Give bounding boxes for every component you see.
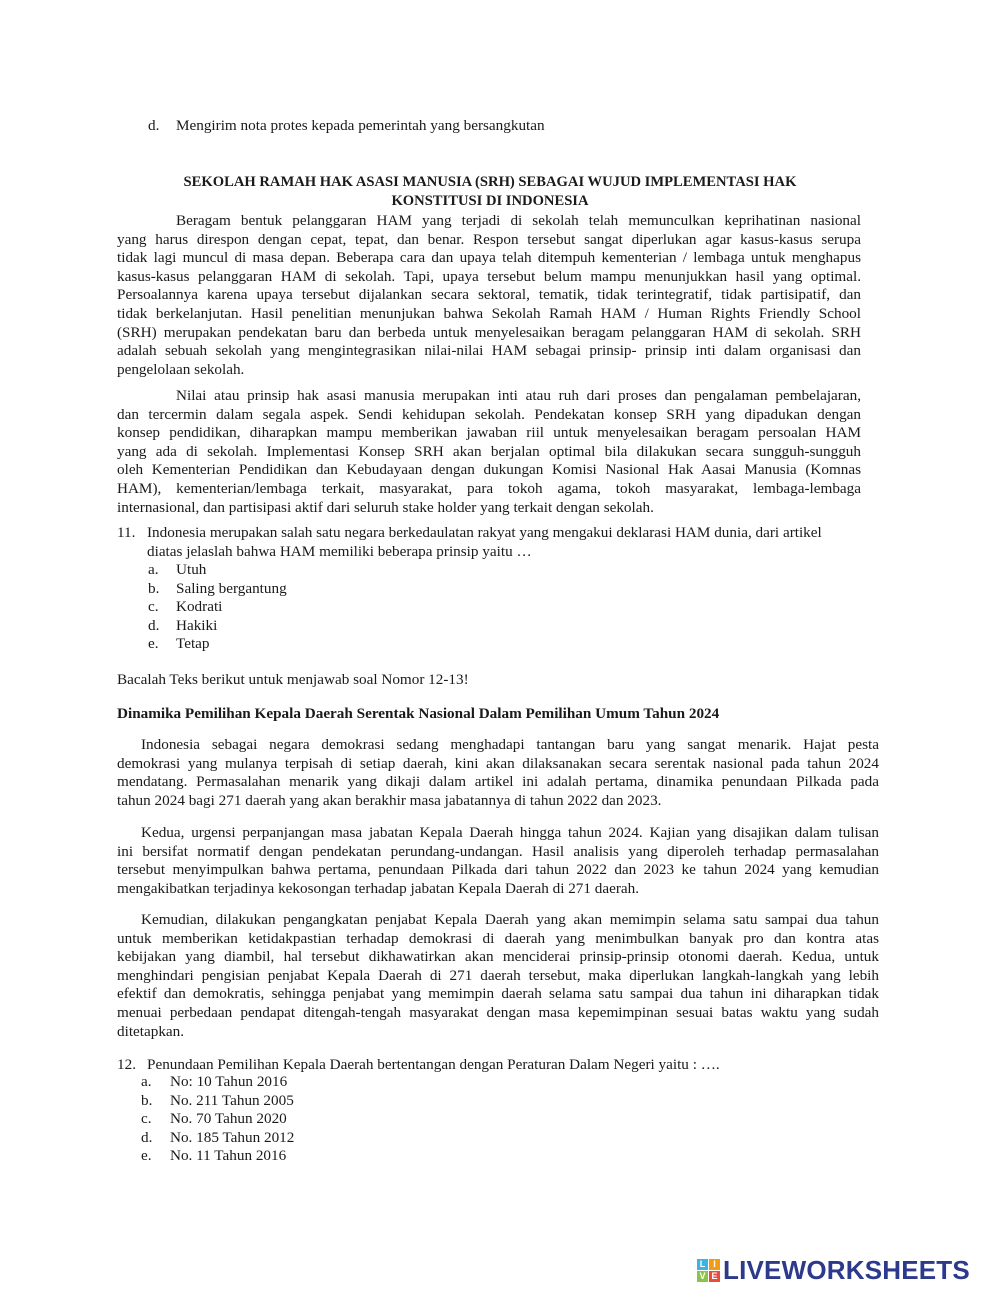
option-label: d. — [148, 617, 160, 634]
paragraph-line: mendatang. Permasalahan menarik yang dikaji dalam artikel ini adalah pertama, dinamika penundaan Pilkada pada — [117, 773, 879, 791]
option-label: e. — [148, 635, 159, 652]
logo-mark-letter: L — [697, 1259, 708, 1270]
option-text: Kodrati — [176, 598, 223, 615]
option-text: Mengirim nota protes kepada pemerintah yang bersangkutan — [176, 117, 545, 134]
logo-mark-letter: V — [697, 1271, 708, 1282]
paragraph-line: ini bersifat normatif dengan pendekatan perundang-undangan. Hasil analisis yang diperoleh terhadap permasalahan — [117, 842, 879, 860]
paragraph-line: adalah sebuah sekolah yang mengintegrasikan nilai-nilai HAM sebagai prinsip- prinsip inti dalam organisasi dan — [117, 342, 861, 360]
option-label: b. — [141, 1092, 153, 1109]
option-label: a. — [148, 561, 159, 578]
paragraph-line: kebijakan yang diambil, hal tersebut dikhawatirkan akan menciderai prinsip-prinsip otonomi daerah. Kedua, untuk — [117, 948, 879, 966]
option-text: Saling bergantung — [176, 580, 287, 597]
paragraph-line: Kemudian, dilakukan pengangkatan penjabat Kepala Daerah yang akan memimpin selama satu sampai dua tahun — [141, 911, 879, 928]
option-text: No. 70 Tahun 2020 — [170, 1110, 287, 1127]
paragraph-line: Indonesia sebagai negara demokrasi sedang menghadapi tantangan baru yang sangat menarik. Hajat pesta — [141, 736, 879, 753]
section2-paragraph-1 — [117, 736, 879, 810]
option-text: No: 10 Tahun 2016 — [170, 1073, 288, 1090]
instruction-text: Bacalah Teks berikut untuk menjawab soal Nomor 12-13! — [117, 671, 469, 688]
option-text: Utuh — [176, 561, 207, 578]
question-number: 11. — [117, 524, 136, 541]
question-line: diatas jelaslah bahwa HAM memiliki beberapa prinsip yaitu … — [147, 542, 532, 560]
section2-paragraph-2 — [117, 824, 879, 898]
option-label: d. — [148, 117, 160, 134]
paragraph-line: konsep pendidikan, diharapkan mampu memberikan jawaban riil untuk menyelesaikan beragam persoalan HAM — [117, 424, 861, 442]
option-text: Tetap — [176, 635, 210, 652]
paragraph-line: pengelolaan sekolah. — [117, 360, 245, 378]
option-label: e. — [141, 1147, 152, 1164]
paragraph-line: mengakibatkan terjadinya kekosongan terhadap jabatan Kepala Daerah di 271 daerah. — [117, 879, 640, 897]
option-text: No. 185 Tahun 2012 — [170, 1129, 295, 1146]
question-line: Indonesia merupakan salah satu negara berkedaulatan rakyat yang mengakui deklarasi HAM dunia, dari artikel — [147, 524, 822, 541]
paragraph-line: ditetapkan. — [117, 1022, 185, 1040]
paragraph-line: internasional, dan partisipasi aktif dari seluruh stake holder yang terkait dengan sekolah. — [117, 498, 654, 516]
question-text — [147, 524, 877, 561]
paragraph-line: tahun 2024 bagi 271 daerah yang akan berakhir masa jabatannya di tahun 2022 dan 2023. — [117, 791, 662, 809]
paragraph-line: Nilai atau prinsip hak asasi manusia merupakan inti atau ruh dari proses dan pengalaman pembelajaran, — [176, 387, 861, 404]
paragraph-line: Kedua, urgensi perpanjangan masa jabatan Kepala Daerah hingga tahun 2024. Kajian yang disajikan dalam tulisan — [141, 824, 879, 841]
option-label: c. — [148, 598, 159, 615]
paragraph-line: yang harus direspon dengan cepat, tepat, dan benar. Respon tersebut sangat diperlukan agar kasus-kasus serupa — [117, 230, 861, 248]
logo-mark-letter: E — [709, 1271, 720, 1282]
section1-title-line2: KONSTITUSI DI INDONESIA — [391, 192, 589, 209]
paragraph-line: oleh Kementerian Pendidikan dan Kebudayaan dengan dukungan Komisi Nasional Hak Aasai Manusia (Komnas — [117, 461, 861, 479]
section1-paragraph-2 — [117, 387, 861, 517]
paragraph-line: tersebut menyimpulkan bahwa pertama, penundaan Pilkada dari tahun 2022 dan 2023 ke tahun 2024 yang kemudian — [117, 861, 879, 879]
logo-text: LIVEWORKSHEETS — [723, 1254, 970, 1285]
option-label: d. — [141, 1129, 153, 1146]
paragraph-line: menghindari pengisian penjabat Kepala Daerah di 271 daerah tersebut, maka diperlukan langkah-langkah yang lebih — [117, 966, 879, 984]
section1-paragraph-1 — [117, 212, 861, 379]
logo-mark-letter: I — [709, 1259, 720, 1270]
paragraph-line: kasus-kasus pelanggaran HAM di sekolah. Tapi, upaya tersebut belum mampu menunjukkan hasil yang optimal. — [117, 267, 861, 285]
question-text: Penundaan Pemilihan Kepala Daerah bertentangan dengan Peraturan Dalam Negeri yaitu : …. — [147, 1056, 720, 1073]
option-label: a. — [141, 1073, 152, 1090]
option-text: No. 211 Tahun 2005 — [170, 1092, 294, 1109]
liveworksheets-mark-icon — [697, 1259, 720, 1282]
option-text: No. 11 Tahun 2016 — [170, 1147, 287, 1164]
question-number: 12. — [117, 1056, 136, 1073]
section2-paragraph-3 — [117, 911, 879, 1041]
paragraph-line: menuai perbedaan pendapat ditengah-tengah masyarakat dengan masa kepemimpinan sesuai batas waktu yang sudah — [117, 1003, 879, 1021]
paragraph-line: untuk memberikan ketidakpastian terhadap demokrasi di daerah yang menimbulkan banyak pro dan kontra atas — [117, 929, 879, 947]
paragraph-line: HAM), kementerian/lembaga terkait, masyarakat, para tokoh agama, tokoh masyarakat, lembaga-lembaga — [117, 479, 861, 497]
paragraph-line: (SRH) merupakan pendekatan baru dan berbeda untuk menyelesaikan beragam pelanggaran HAM di sekolah. SRH — [117, 323, 861, 341]
section2-title: Dinamika Pemilihan Kepala Daerah Serentak Nasional Dalam Pemilihan Umum Tahun 2024 — [117, 705, 720, 722]
option-label: c. — [141, 1110, 152, 1127]
paragraph-line: demokrasi yang mulanya terpisah di setiap daerah, kini akan dilaksanakan secara serentak nasional pada tahun 2024 — [117, 754, 879, 772]
section1-title-line1: SEKOLAH RAMAH HAK ASASI MANUSIA (SRH) SEBAGAI WUJUD IMPLEMENTASI HAK — [183, 174, 797, 190]
paragraph-line: Persoalannya karena upaya tersebut dijalankan secara sektoral, tematik, tidak terintegratif, tidak partisipatif, dan — [117, 286, 861, 304]
paragraph-line: tidak berkelanjutan. Hasil penelitian menunjukan bahwa Sekolah Ramah HAM / Human Rights Friendly School — [117, 304, 861, 322]
paragraph-line: dan tercermin dalam segala aspek. Sendi kehidupan sekolah. Pendekatan konsep SRH yang dipadukan dengan — [117, 405, 861, 423]
liveworksheets-logo[interactable] — [697, 1254, 993, 1286]
paragraph-line: yang ada di sekolah. Implementasi Konsep SRH akan berjalan optimal bila dilakukan secara sungguh-sungguh — [117, 442, 861, 460]
option-label: b. — [148, 580, 160, 597]
paragraph-line: Beragam bentuk pelanggaran HAM yang terjadi di sekolah telah memunculkan keprihatinan nasional — [176, 212, 861, 229]
section1-title — [118, 173, 862, 210]
option-text: Hakiki — [176, 617, 218, 634]
paragraph-line: efektif dan demokratis, sehingga penjabat yang memimpin daerah selama satu sampai dua tahun ini diharapkan tidak — [117, 985, 879, 1003]
paragraph-line: tidak lagi muncul di masa depan. Beberapa cara dan upaya telah ditempuh kementerian / lembaga untuk menghapus — [117, 249, 861, 267]
